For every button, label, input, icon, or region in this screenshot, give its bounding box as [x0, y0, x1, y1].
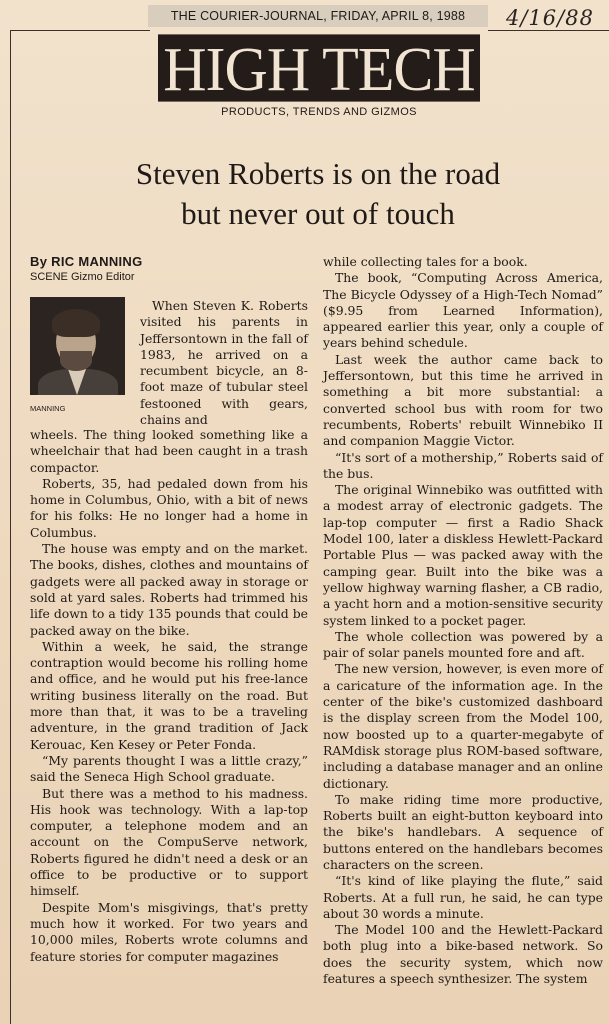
article-headline: [40, 154, 596, 234]
article-column-2: [323, 254, 603, 987]
paragraph: Despite Mom's misgivings, that's pretty much how it worked. For two years and 10,000 miles, Roberts wrote columns and feature stories for computer magazines: [30, 899, 308, 964]
frame-rule-top-left: [10, 30, 150, 31]
byline: By RIC MANNING: [30, 254, 143, 269]
article-column-1: [30, 427, 308, 965]
author-photo: [30, 297, 125, 395]
paragraph: The whole collection was powered by a pair of solar panels mounted fore and aft.: [323, 628, 603, 661]
paragraph: Within a week, he said, the strange contraption would become his rolling home and office, and he would put his free-lance writing business literally on the road. But more than that, it was to be a traveling adventure, in the grand tradition of Jack Kerouac, Ken Kesey or Peter Fonda.: [30, 638, 308, 752]
paragraph: The Model 100 and the Hewlett-Packard both plug into a bike-based network. So does the security system, which now features a speech synthesizer. The system: [323, 922, 603, 987]
paragraph: “It's kind of like playing the flute,” said Roberts. At a full run, he said, he can type about 30 words a minute.: [323, 873, 603, 921]
paragraph: while collecting tales for a book.: [323, 254, 528, 269]
section-tagline: PRODUCTS, TRENDS AND GIZMOS: [221, 106, 417, 118]
paragraph: The house was empty and on the market. The books, dishes, clothes and mountains of gadgets were all packed away in storage or sold at yard sales. Roberts had trimmed his life down to a tidy 135 pounds that could be packed away on the bike.: [30, 541, 308, 638]
handwritten-date: 4/16/88: [506, 6, 594, 30]
frame-rule-top-right: [488, 30, 609, 31]
dateline: THE COURIER-JOURNAL, FRIDAY, APRIL 8, 1988: [148, 5, 488, 27]
paragraph: To make riding time more productive, Roberts built an eight-button keyboard into the bike's handlebars. A sequence of buttons entered on the handlebars becomes characters on the screen.: [323, 791, 603, 872]
paragraph: Roberts, 35, had pedaled down from his home in Columbus, Ohio, with a bit of news for his folks: He no longer had a home in Columbus.: [30, 475, 308, 540]
paragraph: But there was a method to his madness. His hook was technology. With a lap-top computer, a telephone modem and an account on the CompuServe network, Roberts figured he didn't need a desk or an office to be productive or to support himself.: [30, 785, 308, 899]
paragraph: wheels. The thing looked something like a wheelchair that had been caught in a trash compactor.: [30, 427, 308, 475]
paragraph: The book, “Computing Across America, The Bicycle Odyssey of a High-Tech Nomad” ($9.95 from Learned Information), appeared earlier this year, only a couple of years behind schedule.: [323, 270, 603, 351]
paragraph: The original Winnebiko was outfitted with a modest array of electronic gadgets. The lap-top computer — first a Radio Shack Model 100, later a diskless Hewlett-Packard Portable Plus — was packed away with the camping gear. Built into the bike was a yellow highway warning flasher, a CB radio, a yacht horn and a motion-sensitive security system linked to a pocket pager.: [323, 482, 603, 628]
frame-rule-left: [10, 30, 11, 1024]
headline-line-2: but never out of touch: [181, 196, 455, 231]
paragraph: Last week the author came back to Jeffersontown, but this time he arrived in something a bit more substantial: a converted school bus with room for two recumbents, Roberts' rebuilt Winnebiko II and companion Maggie Victor.: [323, 351, 603, 449]
photo-credit: MANNING: [30, 404, 66, 413]
paragraph: “My parents thought I was a little crazy,” said the Seneca High School graduate.: [30, 752, 308, 785]
paragraph: The new version, however, is even more of a caricature of the information age. In the center of the bike's customized dashboard is the display screen from the Model 100, now boosted up to a quarter-megabyte of RAMdisk storage plus ROM-based software, including a database manager and an online dictionary.: [323, 661, 603, 791]
paragraph: When Steven K. Roberts visited his parents in Jeffersontown in the fall of 1983, he arrived on a recumbent bicycle, an 8-foot maze of tubular steel festooned with gears, chains and: [140, 298, 308, 428]
article-column-1-top: [140, 298, 308, 428]
headline-line-1: Steven Roberts is on the road: [135, 156, 501, 191]
author-role: SCENE Gizmo Editor: [30, 271, 135, 283]
section-masthead: HIGH TECH: [158, 34, 480, 101]
paragraph: “It's sort of a mothership,” Roberts said of the bus.: [323, 449, 603, 481]
